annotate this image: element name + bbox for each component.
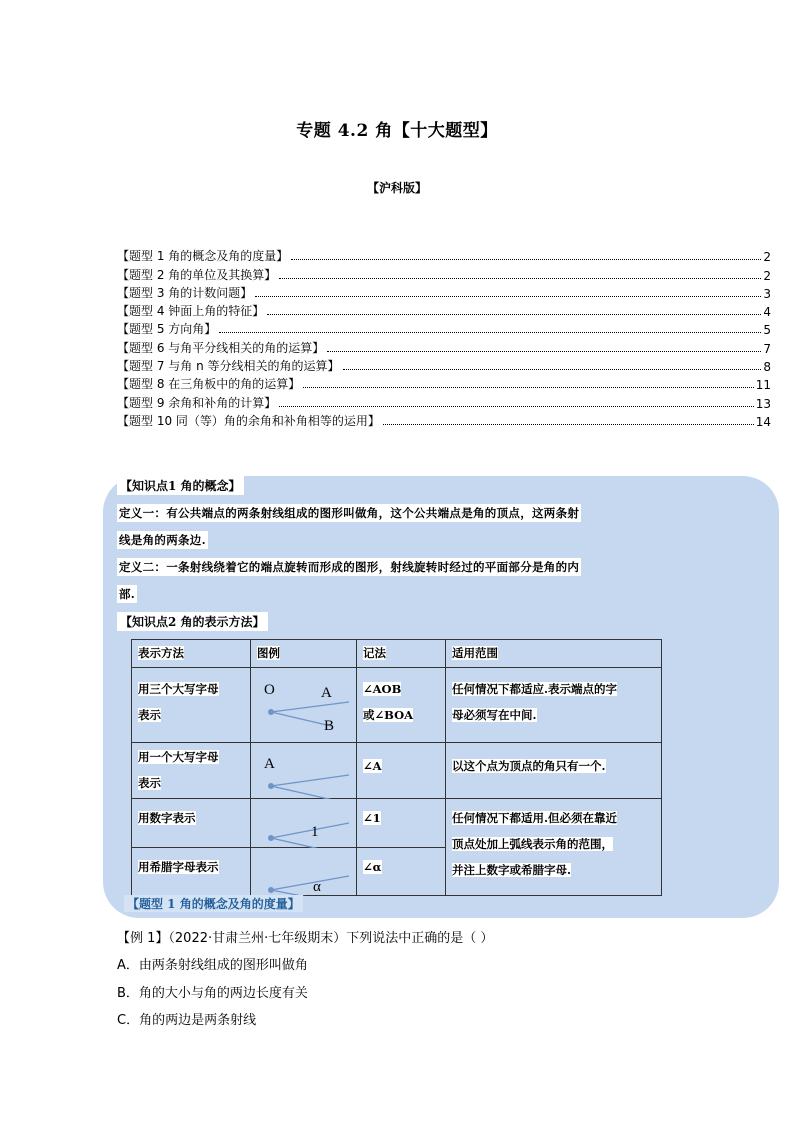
toc-item-page: 3 bbox=[763, 286, 771, 301]
ray-ob bbox=[271, 712, 331, 726]
toc-item-page: 4 bbox=[763, 305, 771, 320]
table-row bbox=[132, 743, 662, 799]
definition-2-line-1: 定义二：一条射线绕着它的端点旋转而形成的图形，射线旋转时经过的平面部分是角的内 bbox=[119, 560, 580, 574]
option-b[interactable]: B．角的大小与角的两边长度有关 bbox=[117, 986, 308, 1001]
toc-leader bbox=[279, 277, 761, 279]
ray-lower bbox=[271, 786, 333, 799]
table-row bbox=[132, 799, 662, 848]
vertex-dot bbox=[268, 709, 274, 715]
edition-label: 【沪科版】 bbox=[366, 181, 427, 195]
toc-item-page: 11 bbox=[755, 378, 771, 393]
toc-leader bbox=[343, 368, 762, 370]
toc-item-page: 2 bbox=[763, 268, 771, 283]
toc-leader bbox=[255, 295, 761, 297]
toc-item[interactable] bbox=[117, 246, 771, 264]
toc-item-label: 【题型 6 与角平分线相关的角的运算】 bbox=[117, 340, 325, 355]
scope-text: 任何情况下都适应.表示端点的字 bbox=[452, 682, 618, 696]
toc-item[interactable] bbox=[117, 301, 771, 319]
vertex-dot bbox=[268, 835, 274, 841]
table-header-row bbox=[132, 640, 662, 668]
ray-lower bbox=[271, 838, 333, 848]
table-header: 图例 bbox=[257, 646, 280, 660]
notation-text: ∠α bbox=[363, 860, 382, 874]
scope-text: 母必须写在中间. bbox=[452, 708, 537, 722]
toc-item[interactable] bbox=[117, 319, 771, 337]
notation-text: 或∠BOA bbox=[363, 708, 414, 722]
toc-item[interactable] bbox=[117, 283, 771, 301]
toc-item-label: 【题型 8 在三角板中的角的运算】 bbox=[117, 377, 301, 392]
toc-leader bbox=[383, 423, 754, 425]
angle-aob-diagram bbox=[251, 668, 357, 743]
toc-item[interactable] bbox=[117, 374, 771, 392]
scope-text: 以这个点为顶点的角只有一个. bbox=[452, 759, 606, 773]
definition-1-line-2: 线是角的两条边. bbox=[119, 533, 206, 547]
scope-text: 顶点处加上弧线表示角的范围， bbox=[452, 837, 613, 851]
method-text: 用三个大写字母 bbox=[138, 682, 219, 696]
toc-item-label: 【题型 5 方向角】 bbox=[117, 322, 217, 337]
table-header: 记法 bbox=[363, 646, 386, 660]
toc-leader bbox=[291, 258, 761, 260]
label-alpha: α bbox=[313, 879, 321, 895]
method-text: 用希腊字母表示 bbox=[138, 860, 219, 874]
scope-text: 并注上数字或希腊字母. bbox=[452, 863, 572, 877]
method-text: 用数字表示 bbox=[138, 811, 196, 825]
toc-item-label: 【题型 4 钟面上角的特征】 bbox=[117, 304, 265, 319]
angle-1-diagram bbox=[251, 799, 357, 848]
toc-item-page: 2 bbox=[763, 250, 771, 265]
label-a: A bbox=[264, 756, 275, 772]
toc-item-page: 8 bbox=[763, 360, 771, 375]
toc-item-label: 【题型 9 余角和补角的计算】 bbox=[117, 395, 277, 410]
notation-text: ∠1 bbox=[363, 811, 381, 825]
label-o: O bbox=[264, 682, 275, 698]
toc-item[interactable] bbox=[117, 337, 771, 355]
table-header: 表示方法 bbox=[138, 646, 184, 660]
angle-a-diagram bbox=[251, 743, 357, 799]
toc-item-page: 13 bbox=[755, 396, 771, 411]
notation-text: ∠AOB bbox=[363, 682, 402, 696]
toc-item[interactable] bbox=[117, 411, 771, 429]
ray-oa bbox=[271, 702, 349, 712]
ray-upper bbox=[271, 876, 349, 890]
option-c[interactable]: C．角的两边是两条射线 bbox=[117, 1013, 257, 1028]
angle-notation-table bbox=[131, 639, 662, 896]
toc-leader bbox=[279, 405, 753, 407]
method-text: 表示 bbox=[138, 776, 161, 790]
toc-item-page: 7 bbox=[763, 341, 771, 356]
knowledge-point-1-title: 【知识点1 角的概念】 bbox=[117, 476, 244, 495]
toc-item-page: 5 bbox=[763, 323, 771, 338]
toc-leader bbox=[303, 386, 753, 388]
ray-upper bbox=[271, 823, 349, 838]
toc-item[interactable] bbox=[117, 356, 771, 374]
toc-leader bbox=[327, 350, 761, 352]
definition-2-line-2: 部. bbox=[119, 587, 136, 601]
toc-leader bbox=[267, 313, 761, 315]
toc-leader bbox=[219, 331, 761, 333]
toc-item-label: 【题型 3 角的计数问题】 bbox=[117, 285, 253, 300]
scope-text: 任何情况下都适用.但必须在靠近 bbox=[452, 811, 618, 825]
label-b: B bbox=[324, 718, 335, 734]
label-a: A bbox=[321, 685, 332, 701]
toc-item-page: 14 bbox=[755, 414, 771, 429]
method-text: 表示 bbox=[138, 708, 161, 722]
label-1: 1 bbox=[311, 824, 319, 840]
example-stem: 【例 1】（2022·甘肃兰州·七年级期末）下列说法中正确的是（ ） bbox=[117, 931, 494, 946]
ray-upper bbox=[271, 775, 349, 786]
definition-1-line-1: 定义一：有公共端点的两条射线组成的图形叫做角，这个公共端点是角的顶点，这两条射 bbox=[119, 506, 580, 520]
toc-item[interactable] bbox=[117, 264, 771, 282]
toc-item-label: 【题型 7 与角 n 等分线相关的角的运算】 bbox=[117, 359, 340, 374]
toc-item[interactable] bbox=[117, 392, 771, 410]
question-type-heading: 【题型 1 角的概念及角的度量】 bbox=[124, 895, 303, 912]
method-text: 用一个大写字母 bbox=[138, 750, 219, 764]
option-a[interactable]: A．由两条射线组成的图形叫做角 bbox=[117, 958, 308, 973]
knowledge-point-2-title: 【知识点2 角的表示方法】 bbox=[117, 612, 268, 631]
vertex-dot bbox=[268, 887, 274, 893]
toc-item-label: 【题型 1 角的概念及角的度量】 bbox=[117, 249, 289, 264]
table-of-contents bbox=[117, 246, 771, 429]
toc-item-label: 【题型 2 角的单位及其换算】 bbox=[117, 267, 277, 282]
vertex-dot bbox=[268, 783, 274, 789]
toc-item-label: 【题型 10 同（等）角的余角和补角相等的运用】 bbox=[117, 413, 380, 428]
angle-alpha-diagram bbox=[251, 848, 357, 896]
page-title: 专题 4.2 角【十大题型】 bbox=[296, 121, 498, 141]
notation-text: ∠A bbox=[363, 759, 382, 773]
table-header: 适用范围 bbox=[452, 646, 498, 660]
table-row bbox=[132, 668, 662, 743]
